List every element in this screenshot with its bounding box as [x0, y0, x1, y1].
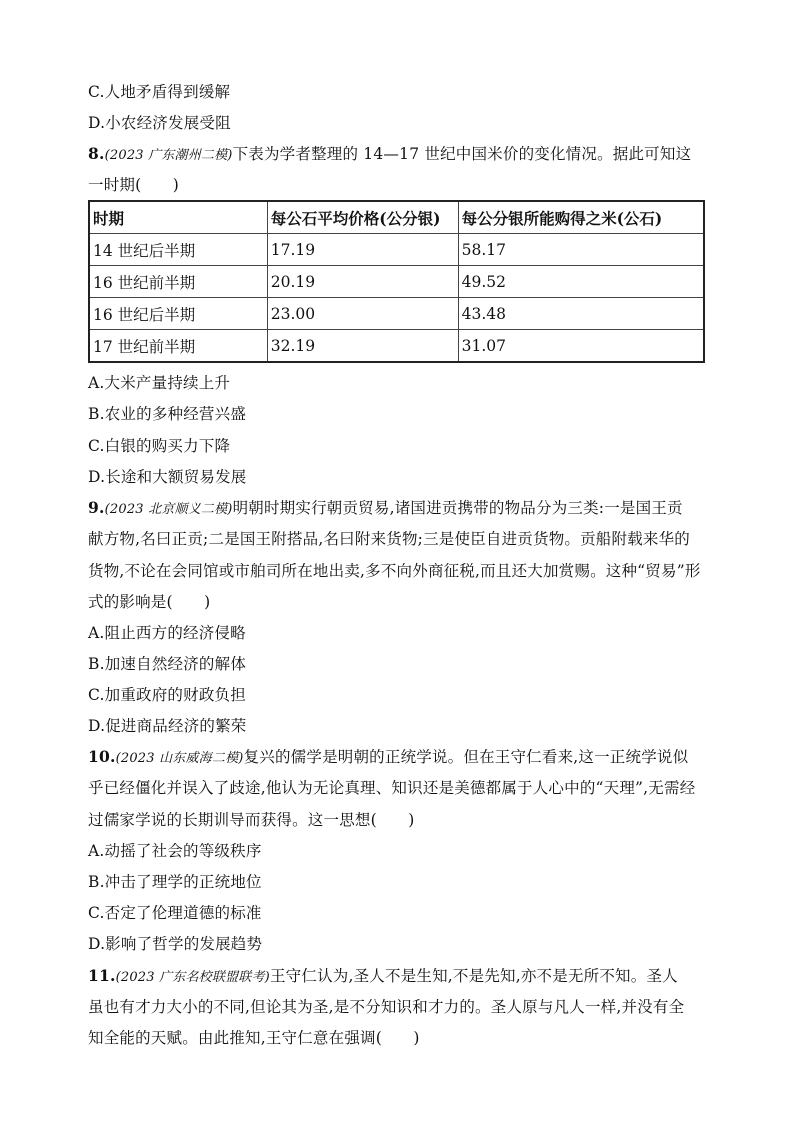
q9-stem-line-1: 9.(2023 北京顺义二模)明朝时期实行朝贡贸易,诸国进贡携带的物品分为三类:一是国王贡	[88, 498, 683, 517]
table-header-row	[89, 201, 704, 234]
table-header-cell: 每公分银所能购得之米(公石)	[458, 201, 704, 234]
q8-option-a: A.大米产量持续上升	[88, 374, 231, 392]
table-row	[89, 298, 704, 330]
table-cell: 17.19	[267, 234, 458, 266]
table-cell: 23.00	[267, 298, 458, 330]
table-cell: 31.07	[458, 330, 704, 363]
q8-stem-line-1: 8.(2023 广东潮州二模)下表为学者整理的 14—17 世纪中国米价的变化情况。据此可知这	[88, 144, 692, 163]
q8-stem-line-2: 一时期( )	[88, 176, 179, 194]
table-cell: 20.19	[267, 266, 458, 298]
table-cell: 16 世纪前半期	[89, 266, 267, 298]
q9-stem-line-4: 式的影响是( )	[88, 593, 211, 611]
rice-price-table	[88, 200, 705, 363]
q10-stem-text: 复兴的儒学是明朝的正统学说。但在王守仁看来,这一正统学说似	[243, 748, 689, 766]
q9-stem-line-2: 献方物,名曰正贡;二是国王附搭品,名曰附来货物;三是使臣自进贡货物。贡船附载来华的	[88, 530, 691, 548]
table-cell: 32.19	[267, 330, 458, 363]
q11-source: (2023 广东名校联盟联考)	[115, 970, 270, 985]
q11-stem-line-3: 知全能的天赋。由此推知,王守仁意在强调( )	[88, 1029, 420, 1047]
table-row	[89, 266, 704, 298]
q9-source: (2023 北京顺义二模)	[104, 502, 233, 517]
q11-stem-line-2: 虽也有才力大小的不同,但论其为圣,是不分知识和才力的。圣人原与凡人一样,并没有全	[88, 998, 685, 1016]
q11-stem-text: 王守仁认为,圣人不是生知,不是先知,亦不是无所不知。圣人	[269, 967, 678, 985]
table-cell: 43.48	[458, 298, 704, 330]
q9-option-b: B.加速自然经济的解体	[88, 655, 247, 673]
q10-stem-line-1: 10.(2023 山东威海二模)复兴的儒学是明朝的正统学说。但在王守仁看来,这一正统学说似	[88, 747, 689, 766]
prev-option-d: D.小农经济发展受阻	[88, 114, 231, 132]
q8-number: 8	[88, 144, 99, 163]
table-header-cell: 时期	[89, 201, 267, 234]
q8-option-d: D.长途和大额贸易发展	[88, 468, 247, 486]
table-header-cell: 每公石平均价格(公分银)	[267, 201, 458, 234]
q10-option-d: D.影响了哲学的发展趋势	[88, 935, 263, 953]
q9-option-a: A.阻止西方的经济侵略	[88, 624, 246, 642]
q9-number: 9	[88, 498, 99, 517]
q11-number: 11	[88, 966, 110, 985]
prev-option-c: C.人地矛盾得到缓解	[88, 83, 231, 101]
q9-option-c: C.加重政府的财政负担	[88, 686, 246, 704]
q8-stem-text: 下表为学者整理的 14—17 世纪中国米价的变化情况。据此可知这	[232, 145, 692, 163]
q9-option-d: D.促进商品经济的繁荣	[88, 717, 247, 735]
table-cell: 58.17	[458, 234, 704, 266]
q8-option-c: C.白银的购买力下降	[88, 437, 231, 455]
q10-option-c: C.否定了伦理道德的标准	[88, 904, 262, 922]
q10-stem-line-3: 过儒家学说的长期训导而获得。这一思想( )	[88, 811, 415, 829]
q10-option-a: A.动摇了社会的等级秩序	[88, 842, 262, 860]
table-row	[89, 330, 704, 363]
q10-option-b: B.冲击了理学的正统地位	[88, 873, 262, 891]
q9-stem-line-3: 货物,不论在会同馆或市舶司所在地出卖,多不向外商征税,而且还大加赏赐。这种“贸易”形	[88, 562, 701, 580]
table-cell: 16 世纪后半期	[89, 298, 267, 330]
q10-source: (2023 山东威海二模)	[115, 751, 244, 766]
table-cell: 14 世纪后半期	[89, 234, 267, 266]
table-cell: 17 世纪前半期	[89, 330, 267, 363]
table-cell: 49.52	[458, 266, 704, 298]
q10-stem-line-2: 乎已经僵化并误入了歧途,他认为无论真理、知识还是美德都属于人心中的“天理”,无需经	[88, 779, 696, 797]
q9-stem-text: 明朝时期实行朝贡贸易,诸国进贡携带的物品分为三类:一是国王贡	[232, 499, 683, 517]
q8-option-b: B.农业的多种经营兴盛	[88, 405, 247, 423]
q11-stem-line-1: 11.(2023 广东名校联盟联考)王守仁认为,圣人不是生知,不是先知,亦不是无所不知。圣人	[88, 966, 678, 985]
q10-number: 10	[88, 747, 110, 766]
q8-source: (2023 广东潮州二模)	[104, 148, 233, 163]
table-row	[89, 234, 704, 266]
